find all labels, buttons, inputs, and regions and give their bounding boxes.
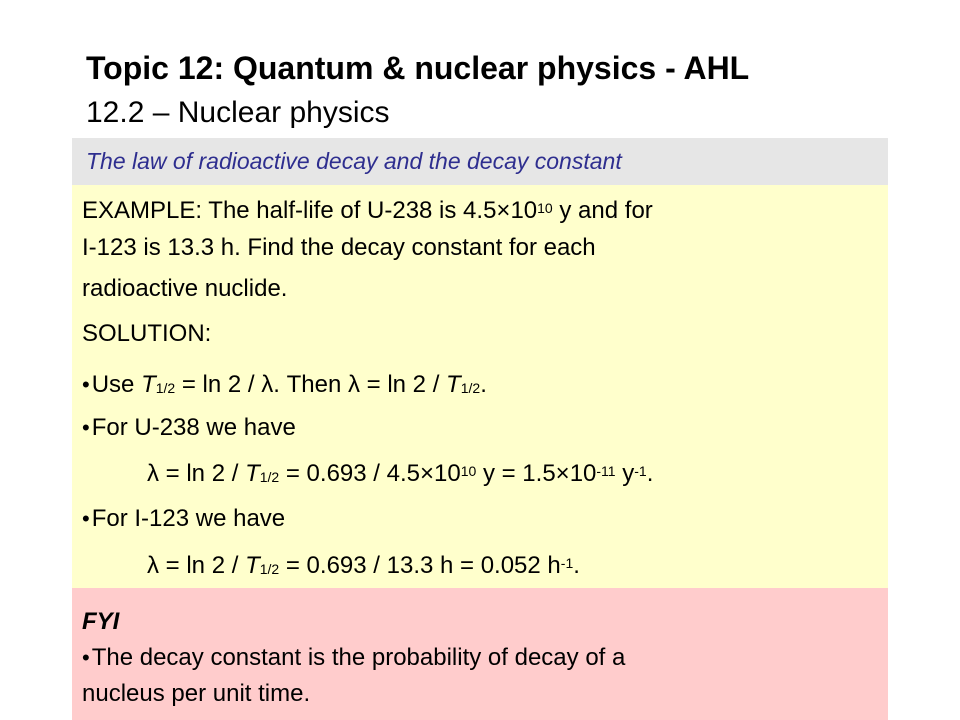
power-base: 10 <box>510 197 538 224</box>
example-label: EXAMPLE: <box>82 197 203 224</box>
text: = ln 2 / <box>359 371 447 398</box>
lambda-symbol: λ <box>347 371 360 398</box>
section-heading-band <box>72 138 888 185</box>
bullet: • <box>82 645 90 670</box>
text: = ln 2 / <box>175 371 262 398</box>
times-symbol: × <box>496 197 511 224</box>
text: = ln 2 / <box>159 460 246 487</box>
solution-label: SOLUTION: <box>82 320 212 347</box>
bullet: • <box>82 415 90 440</box>
subscript: 1/2 <box>259 561 280 577</box>
fyi-line-1 <box>82 644 625 672</box>
example-line-3: radioactive nuclide. <box>82 275 288 302</box>
solution-line-1 <box>82 371 487 399</box>
text: Use <box>91 371 142 398</box>
exponent: 10 <box>460 463 477 479</box>
solution-line-2 <box>82 414 296 442</box>
power-base: 10 <box>569 460 597 487</box>
exponent: -1 <box>560 555 574 571</box>
power-base: 10 <box>434 460 461 487</box>
fyi-line-2: nucleus per unit time. <box>82 680 311 707</box>
subscript: 1/2 <box>460 380 481 396</box>
text: . <box>573 552 580 579</box>
solution-line-4 <box>82 505 285 533</box>
text: . Then <box>273 371 348 398</box>
text: y = 1.5 <box>476 460 556 487</box>
exponent: 10 <box>537 200 553 216</box>
exponent: -11 <box>596 463 616 479</box>
fyi-panel <box>72 588 888 720</box>
text: = ln 2 / <box>159 552 246 579</box>
example-text: y and for <box>559 197 653 224</box>
text: = 0.693 / 4.5 <box>279 460 420 487</box>
lambda-symbol: λ <box>147 460 159 487</box>
example-line-1 <box>82 197 653 225</box>
fyi-label: FYI <box>82 608 120 635</box>
example-text: The half-life of U-238 is 4.5 <box>208 197 497 224</box>
text: = 0.693 / 13.3 h = 0.052 h <box>279 552 561 579</box>
times-symbol: × <box>419 460 434 487</box>
symbol-T: T <box>245 460 260 487</box>
symbol-T: T <box>446 371 461 398</box>
lambda-symbol: λ <box>147 552 159 579</box>
lambda-symbol: λ <box>261 371 274 398</box>
text: y <box>615 460 635 487</box>
example-panel <box>72 185 888 588</box>
symbol-T: T <box>141 371 156 398</box>
text: For I-123 we have <box>91 505 286 532</box>
page-title: Topic 12: Quantum & nuclear physics - AHL <box>86 50 750 86</box>
text: . <box>646 460 654 487</box>
text: For U-238 we have <box>91 414 296 441</box>
example-line-2: I-123 is 13.3 h. Find the decay constant for each <box>82 234 596 261</box>
bullet: • <box>82 506 90 531</box>
solution-line-5 <box>147 552 580 580</box>
solution-line-3 <box>147 460 653 488</box>
times-symbol: × <box>555 460 570 487</box>
text: . <box>480 371 487 398</box>
exponent: -1 <box>634 463 647 479</box>
subscript: 1/2 <box>155 380 176 396</box>
bullet: • <box>82 372 90 397</box>
section-heading: The law of radioactive decay and the decay constant <box>86 148 622 174</box>
symbol-T: T <box>245 552 260 579</box>
text: The decay constant is the probability of decay of a <box>91 644 626 671</box>
subscript: 1/2 <box>259 469 280 485</box>
page-subtitle: 12.2 – Nuclear physics <box>86 96 390 129</box>
